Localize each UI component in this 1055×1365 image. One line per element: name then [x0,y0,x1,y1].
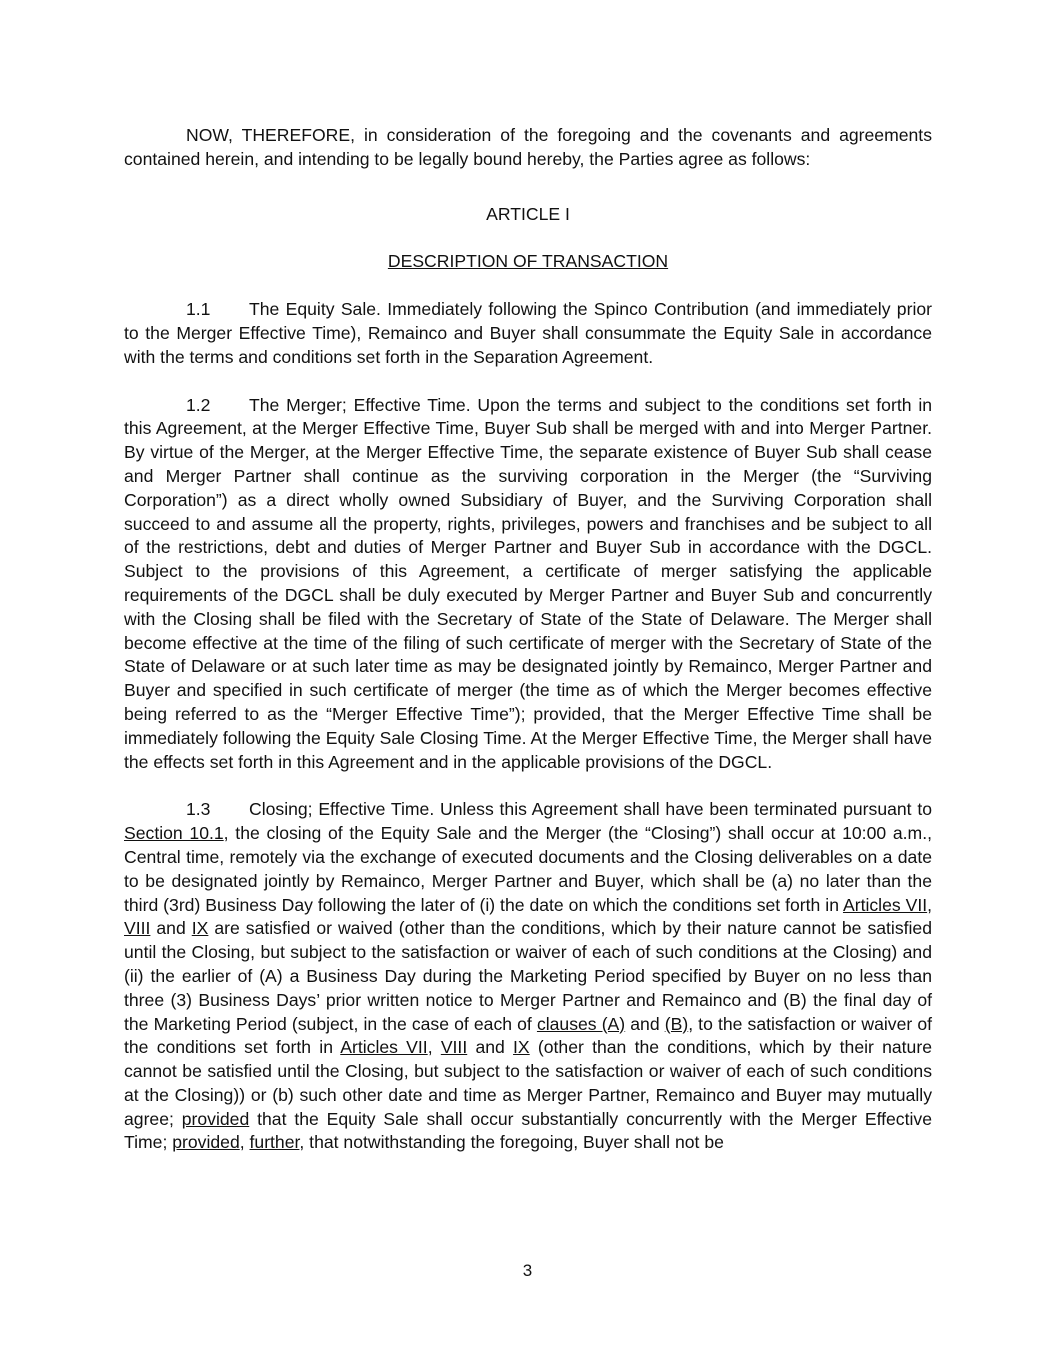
cross-reference: IX [191,918,209,939]
page-number: 3 [522,1261,533,1280]
cross-reference: Section 10.1 [124,823,224,844]
cross-reference: VIII [124,918,151,939]
section-text: (other than the conditions, which by their nature cannot be satisfied until the Closing, but subject to the satisfaction or waiver of each of such conditions at the Closing)) or (b) such other date and time as Merger Partner, Remainco and Buyer may mutually agree; [124,1037,932,1129]
section-1-1 [124,298,932,369]
cross-reference: (B) [664,1013,689,1034]
section-text: , [239,1132,250,1153]
emphasis-term: provided [172,1132,240,1153]
section-number: 1.3 [186,799,211,820]
article-heading: ARTICLE I [486,203,570,224]
section-heading: Closing; Effective Time. [249,799,435,820]
emphasis-term: provided [181,1108,250,1129]
section-text: Unless this Agreement shall have been terminated pursuant to [434,799,932,820]
section-text: that the Equity Sale shall occur substantially concurrently with the Merger Effective Time; [124,1108,932,1153]
document-page [124,124,932,1155]
section-body: Immediately following the Spinco Contribution (and immediately prior to the Merger Effective Time), Remainco and Buyer shall consummate the Equity Sale in accordance with the terms and conditions set forth in the Separation Agreement. [124,299,933,367]
section-text: and [150,918,192,939]
section-text: , to the satisfaction or waiver of the conditions set forth in [124,1013,933,1058]
section-text: , [927,894,933,915]
section-heading: The Equity Sale. [249,299,381,320]
emphasis-term: further [249,1132,300,1153]
section-number: 1.2 [186,394,211,415]
section-heading: The Merger; Effective Time. [249,394,471,415]
section-text: and [625,1013,665,1034]
intro-paragraph: NOW, THEREFORE, in consideration of the foregoing and the covenants and agreements contained herein, and intending to be legally bound hereby, the Parties agree as follows: [124,125,932,169]
section-1-2 [124,394,932,775]
section-number: 1.1 [186,299,211,320]
section-1-3 [124,798,932,1155]
article-title: DESCRIPTION OF TRANSACTION [387,251,669,272]
cross-reference: IX [513,1037,530,1058]
section-text: , [427,1037,441,1058]
section-text: and [467,1037,514,1058]
cross-reference: clauses (A) [536,1013,626,1034]
section-body: Upon the terms and subject to the conditions set forth in this Agreement, at the Merger Effective Time, Buyer Sub shall be merged with and into Merger Partner. By virtue of the Merger, at the Merger Effective Time, the separate existence of Buyer Sub shall cease and Merger Partner shall continue as the surviving corporation in the Merger (the “Surviving Corporation”) as a direct wholly owned Subsidiary of Buyer, and the Surviving Corporation shall succeed to and assume all the property, rights, privileges, powers and franchises and be subject to all of the restrictions, debt and duties of Merger Partner and Buyer Sub in accordance with the DGCL. Subject to the provisions of this Agreement, a certificate of merger satisfying the applicable requirements of the DGCL shall be duly executed by Merger Partner and Buyer Sub and concurrently with the Closing shall be filed with the Secretary of State of the State of Delaware. The Merger shall become effective at the time of the filing of such certificate of merger with the Secretary of State of the State of Delaware or at such later time as may be designated jointly by Remainco, Merger Partner and Buyer and specified in such certificate of merger (the time as of which the Merger becomes effective being referred to as the “Merger Effective Time”); provided, that the Merger Effective Time shall be immediately following the Equity Sale Closing Time. At the Merger Effective Time, the Merger shall have the effects set forth in this Agreement and in the applicable provisions of the DGCL. [124,394,933,772]
section-text: , that notwithstanding the foregoing, Buyer shall not be [299,1132,724,1153]
section-text: are satisfied or waived (other than the conditions, which by their nature cannot be satisfied until the Closing, but subject to the satisfaction or waiver of each of such conditions at the Closing) and (ii) the earlier of (A) a Business Day during the Marketing Period specified by Buyer on no less than three (3) Business Days’ prior written notice to Merger Partner and Remainco and (B) the final day of the Marketing Period (subject, in the case of each of [124,918,932,1034]
cross-reference: Articles VII [842,894,928,915]
section-text: , the closing of the Equity Sale and the Merger (the “Closing”) shall occur at 10:00 a.m., Central time, remotely via the exchange of executed documents and the Closing deliverables on a date to be designated jointly by Remainco, Merger Partner and Buyer, which shall be (a) no later than the third (3rd) Business Day following the later of (i) the date on which the conditions set forth in [124,823,932,915]
cross-reference: VIII [440,1037,468,1058]
cross-reference: Articles VII [340,1037,428,1058]
